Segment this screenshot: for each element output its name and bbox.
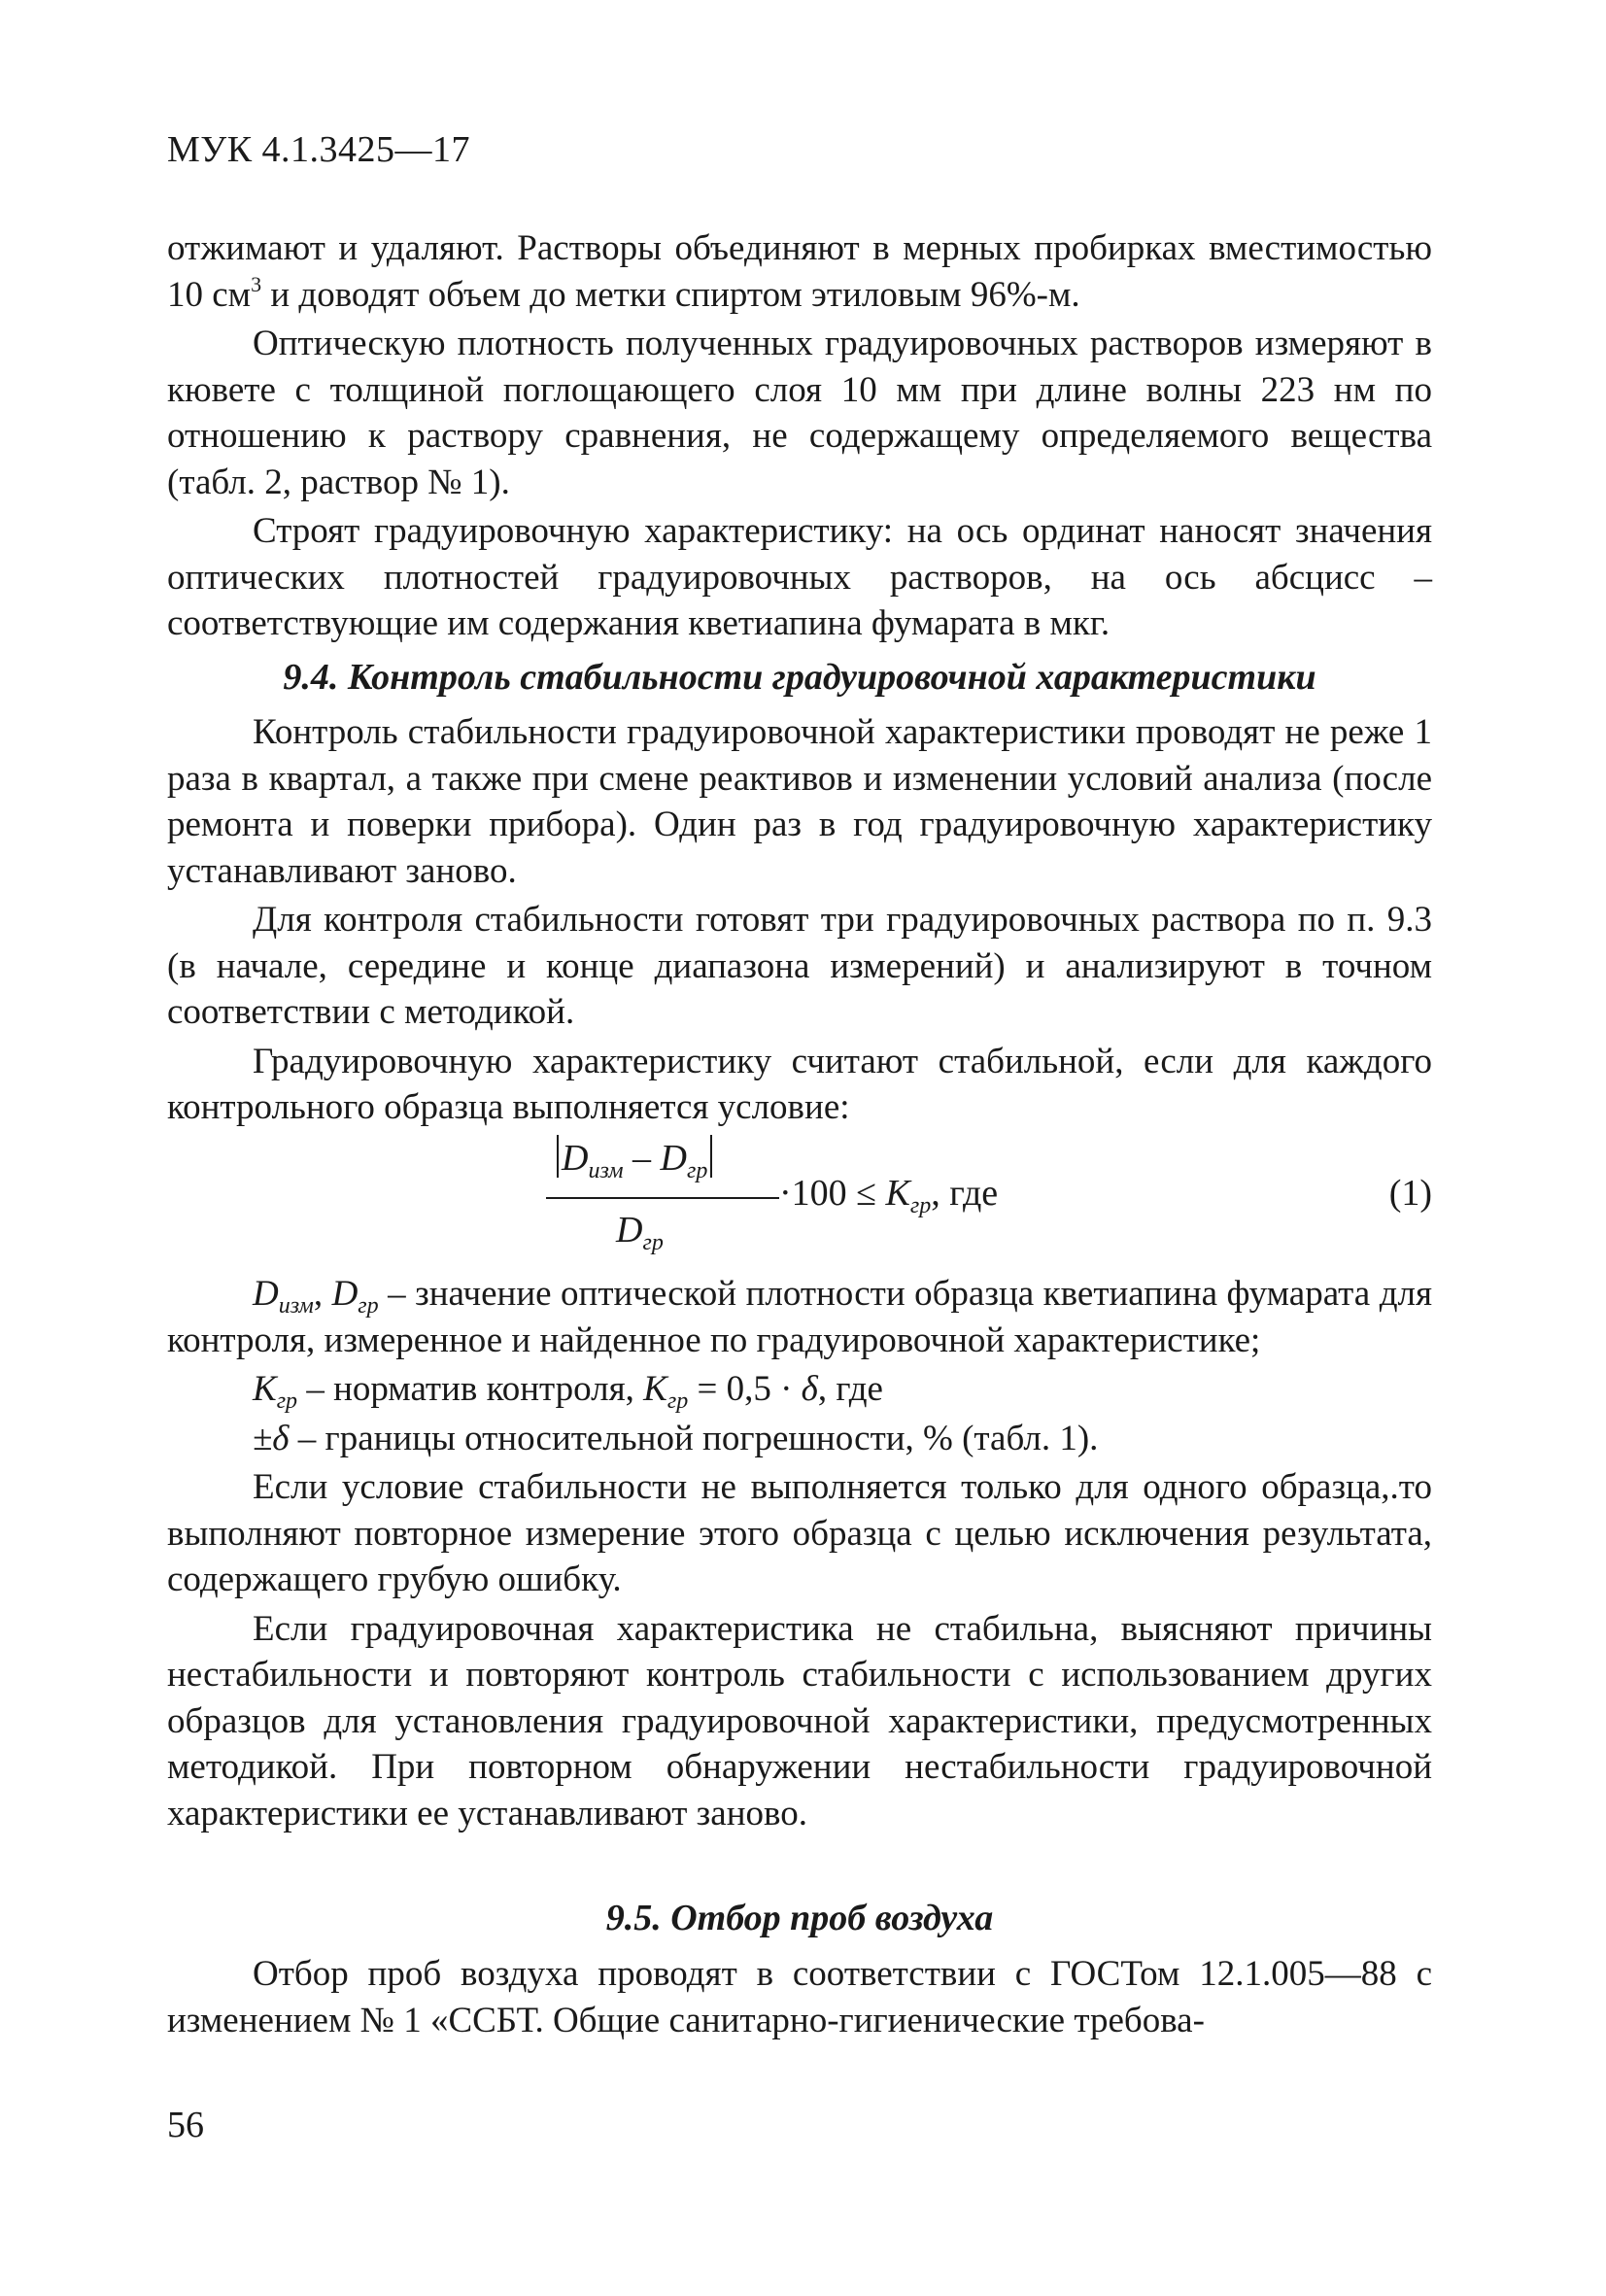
- definition-text: – норматив контроля,: [297, 1369, 644, 1409]
- formula-text: ·100 ≤: [779, 1173, 886, 1214]
- formula-inequality: [779, 1172, 999, 1218]
- formula-stability-condition: [525, 1127, 1438, 1273]
- subscript: гр: [276, 1388, 298, 1414]
- definition-text: – границы относительной погрешности, % (табл. 1).: [289, 1418, 1099, 1458]
- subscript: гр: [358, 1293, 379, 1319]
- section-heading-9-5: 9.5. Отбор проб воздуха: [605, 1898, 994, 1938]
- formula-numerator: [554, 1135, 715, 1183]
- section-heading-9-4: 9.4. Контроль стабильности градуировочной характеристики: [283, 657, 1316, 698]
- symbol-d: D: [331, 1274, 359, 1314]
- subscript: гр: [909, 1193, 932, 1218]
- symbol-d: D: [616, 1210, 643, 1251]
- formula-denominator: [616, 1209, 664, 1255]
- paragraph-stability-frequency: Контроль стабильности градуировочной характеристики проводят не реже 1 раза в квартал, а также при смене реактивов и изменении условий анализа (после ремонта и поверки прибора). Один раз в год градуировочную характеристику устанавливают заново.: [167, 712, 1432, 891]
- subscript: гр: [666, 1388, 689, 1414]
- subscript: изм: [278, 1293, 314, 1319]
- symbol-delta: ±δ: [253, 1418, 290, 1458]
- formula-text: , где: [931, 1173, 999, 1214]
- abs-bar-left: [557, 1135, 559, 1178]
- subscript: гр: [642, 1230, 664, 1255]
- paragraph-optical-density: Оптическую плотность полученных градуировочных растворов измеряют в кювете с толщиной поглощающего слоя 10 мм при длине волны 223 нм по отношению к раствору сравнения, не содержащему определяемого вещества (табл. 2, раствор № 1).: [167, 324, 1432, 502]
- definition-k: [167, 1366, 1432, 1413]
- abs-bar-right: [710, 1135, 712, 1178]
- symbol-d: D: [562, 1138, 589, 1179]
- subscript: гр: [687, 1158, 708, 1183]
- paragraph-air-sampling: Отбор проб воздуха проводят в соответствии с ГОСТом 12.1.005—88 с изменением № 1 «ССБТ. Общие санитарно-гигиенические требова-: [167, 1954, 1432, 2040]
- definition-text: , где: [817, 1369, 883, 1409]
- paragraph-text: и доводят объем до метки спиртом этиловым 96%-м.: [261, 274, 1080, 315]
- text-block-air-sampling: [167, 1951, 1432, 2046]
- definition-d: [167, 1271, 1432, 1363]
- page-number: 56: [167, 2105, 204, 2145]
- symbol-d: D: [660, 1138, 687, 1179]
- paragraph-calibration-curve: Строят градуировочную характеристику: на ось ординат наносят значения оптических плотностей градуировочных растворов, на ось абсцисс – соответствующие им содержания кветиапина фумарата в мкг.: [167, 511, 1432, 643]
- text-block-stability: [167, 709, 1432, 1134]
- symbol-delta: δ: [801, 1369, 818, 1409]
- symbol-d: D: [253, 1274, 279, 1314]
- paragraph-stability-solutions: Для контроля стабильности готовят три градуировочных раствора по п. 9.3 (в начале, середине и конце диапазона измерений) и анализируют в точном соответствии с методикой.: [167, 900, 1432, 1032]
- fraction-line: [546, 1197, 779, 1199]
- paragraph-stability-condition: Градуировочную характеристику считают стабильной, если для каждого контрольного образца выполняется условие:: [167, 1041, 1432, 1127]
- minus-sign: –: [623, 1138, 661, 1179]
- text-block-definitions: [167, 1271, 1432, 1839]
- paragraph-single-sample: Если условие стабильности не выполняется только для одного образца,.то выполняют повторное измерение этого образца с целью исключения результата, содержащего грубую ошибку.: [167, 1467, 1432, 1599]
- text-block-intro: [167, 225, 1432, 650]
- definition-delta: [167, 1416, 1432, 1462]
- superscript: 3: [251, 271, 262, 296]
- paragraph-unstable: Если градуировочная характеристика не стабильна, выясняют причины нестабильности и повторяют контроль стабильности с использованием других образцов для установления градуировочной характеристики, предусмотренных методикой. При повторном обнаружении нестабильности градуировочной характеристики ее устанавливают заново.: [167, 1608, 1432, 1833]
- formula-number: (1): [1388, 1173, 1432, 1214]
- running-header: МУК 4.1.3425—17: [167, 129, 471, 170]
- symbol-k: K: [253, 1369, 277, 1409]
- definition-text: – значение оптической плотности образца кветиапина фумарата для контроля, измеренное и найденное по градуировочной характеристике;: [167, 1274, 1432, 1360]
- symbol-k: K: [643, 1369, 667, 1409]
- paragraph-solutions-combined: [167, 225, 1432, 318]
- separator: ,: [313, 1274, 332, 1314]
- definition-text: = 0,5 ·: [688, 1369, 802, 1409]
- paragraph-text: отжимают и удаляют. Растворы объединяют в мерных пробирках вместимостью 10 см: [167, 228, 1432, 315]
- subscript: изм: [588, 1158, 624, 1183]
- symbol-k: K: [885, 1173, 910, 1214]
